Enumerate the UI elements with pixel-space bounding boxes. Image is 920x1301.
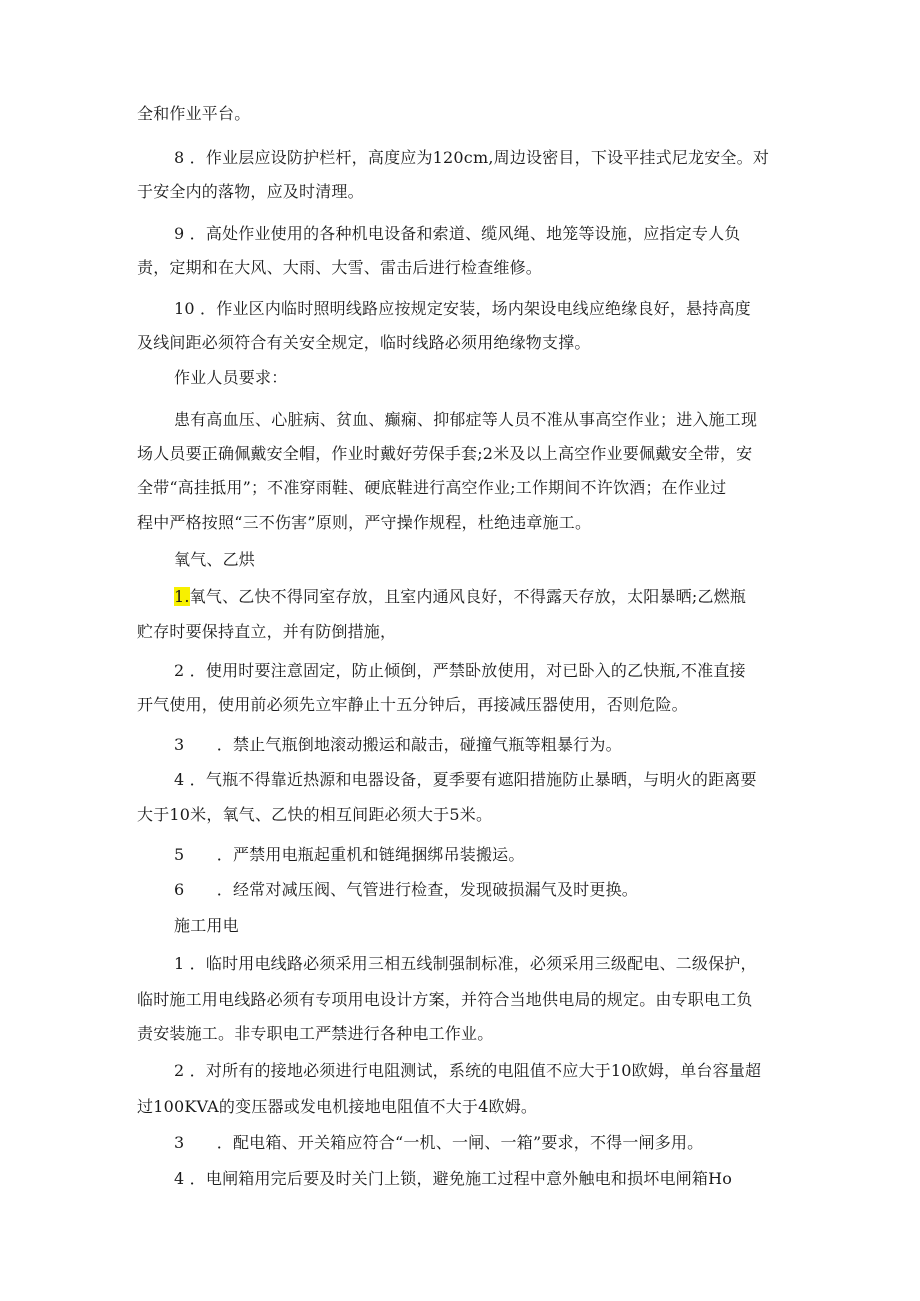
section-heading: 作业人员要求： (174, 368, 288, 387)
paragraph-line: 8 ．作业层应设防护栏杆，高度应为120cm,周边设密目，下设平挂式尼龙安全。对 (174, 148, 770, 167)
paragraph-line: 2 ．使用时要注意固定，防止倾倒，严禁卧放使用，对已卧入的乙快瓶,不准直接 (174, 661, 746, 680)
section-heading: 施工用电 (174, 916, 239, 935)
paragraph-line (174, 585, 746, 609)
paragraph-line: 过100KVA的变压器或发电机接地电阻值不大于4欧姆。 (137, 1097, 538, 1116)
paragraph-line: 全带“高挂抵用”；不准穿雨鞋、硬底鞋进行高空作业;工作期间不许饮酒；在作业过 (137, 478, 727, 497)
paragraph-line: 大于10米，氧气、乙快的相互间距必须大于5米。 (137, 805, 493, 824)
paragraph-line: 贮存时要保持直立，并有防倒措施， (137, 622, 397, 641)
paragraph-line: 场人员要正确佩戴安全帽，作业时戴好劳保手套;2米及以上高空作业要佩戴安全带，安 (137, 444, 753, 463)
paragraph-line: 3 ．禁止气瓶倒地滚动搬运和敲击，碰撞气瓶等粗暴行为。 (174, 735, 622, 754)
paragraph-line: 患有高血压、心脏病、贫血、癫痫、抑郁症等人员不准从事高空作业；进入施工现 (174, 410, 758, 429)
paragraph-text: 氧气、乙快不得同室存放，且室内通风良好，不得露天存放，太阳暴晒;乙燃瓶 (189, 587, 747, 606)
paragraph-line: 1 ．临时用电线路必须采用三相五线制强制标准，必须采用三级配电、二级保护， (174, 954, 757, 973)
paragraph-line: 9 ．高处作业使用的各种机电设备和索道、缆风绳、地笼等设施，应指定专人负 (174, 224, 741, 243)
paragraph-line: 5 ．严禁用电瓶起重机和链绳捆绑吊装搬运。 (174, 845, 525, 864)
paragraph-line: 4 ．气瓶不得靠近热源和电器设备，夏季要有遮阳措施防止暴晒，与明火的距离要 (174, 770, 757, 789)
paragraph-line: 责安装施工。非专职电工严禁进行各种电工作业。 (137, 1024, 494, 1043)
paragraph-line: 10 ．作业区内临时照明线路应按规定安装，场内架设电线应绝缘良好，悬持高度 (174, 299, 751, 318)
paragraph-line: 于安全内的落物，应及时清理。 (137, 182, 364, 201)
paragraph-line: 全和作业平台。 (137, 104, 251, 123)
paragraph-line: 4 ．电闸箱用完后要及时关门上锁，避免施工过程中意外触电和损坏电闸箱Ho (174, 1169, 733, 1188)
highlighted-number: 1. (174, 587, 190, 606)
paragraph-line: 开气使用，使用前必须先立牢静止十五分钟后，再接减压器使用，否则危险。 (137, 695, 688, 714)
paragraph-line: 6 ．经常对减压阀、气管进行检查，发现破损漏气及时更换。 (174, 880, 638, 899)
paragraph-line: 及线间距必须符合有关安全规定，临时线路必须用绝缘物支撑。 (137, 333, 591, 352)
paragraph-line: 程中严格按照“三不伤害”原则，严守操作规程，杜绝违章施工。 (137, 513, 592, 532)
section-heading: 氧气、乙烘 (174, 550, 256, 569)
paragraph-line: 2 ．对所有的接地必须进行电阻测试，系统的电阻值不应大于10欧姆，单台容量超 (174, 1061, 762, 1080)
paragraph-line: 临时施工用电线路必须有专项用电设计方案，并符合当地供电局的规定。由专职电工负 (137, 990, 753, 1009)
paragraph-line: 责，定期和在大风、大雨、大雪、雷击后进行检查维修。 (137, 258, 543, 277)
paragraph-line: 3 ．配电箱、开关箱应符合“一机、一闸、一箱”要求，不得一闸多用。 (174, 1133, 704, 1152)
